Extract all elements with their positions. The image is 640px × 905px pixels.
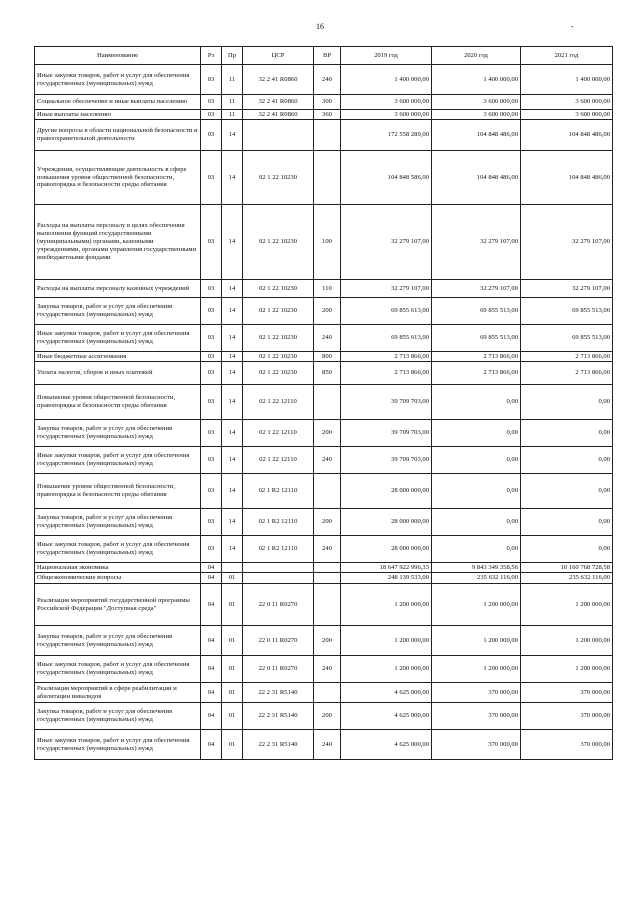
row-2019: 69 855 613,00 (341, 298, 432, 325)
row-pr: 01 (222, 626, 243, 656)
row-2020: 3 600 000,00 (432, 110, 521, 120)
row-2021: 0,00 (521, 385, 613, 420)
row-2019: 39 709 703,00 (341, 420, 432, 447)
row-name: Повышение уровня общественной безопасности, правопорядка и безопасности среды обитания (35, 474, 201, 509)
row-2021: 0,00 (521, 420, 613, 447)
row-name: Расходы на выплаты персоналу в целях обеспечения выполнения функций государственными (муниципальными) органами, казенными учреждениями, органами управления государственными внебюджетными фондами (35, 205, 201, 280)
row-2020: 0,00 (432, 447, 521, 474)
row-rz: 03 (201, 120, 222, 151)
row-2019: 104 848 586,00 (341, 151, 432, 205)
row-name: Общеэкономические вопросы (35, 573, 201, 584)
row-vr: 100 (314, 205, 341, 280)
table-row (35, 573, 613, 584)
row-csr: 02 1 22 10230 (243, 205, 314, 280)
table-row (35, 656, 613, 683)
budget-table (34, 46, 613, 760)
header-name: Наименование (35, 47, 201, 65)
header-pr: Пр (222, 47, 243, 65)
row-2019: 18 647 922 996,33 (341, 563, 432, 573)
row-rz: 04 (201, 656, 222, 683)
row-name: Реализация мероприятий в сфере реабилитации и абилитации инвалидов (35, 683, 201, 703)
row-rz: 03 (201, 420, 222, 447)
row-pr (222, 563, 243, 573)
row-pr: 01 (222, 730, 243, 760)
row-rz: 03 (201, 280, 222, 298)
table-row (35, 385, 613, 420)
row-csr: 22 0 11 R0270 (243, 656, 314, 683)
row-2021: 3 600 000,00 (521, 95, 613, 110)
row-pr: 14 (222, 385, 243, 420)
row-2019: 3 600 000,00 (341, 110, 432, 120)
row-csr: 02 1 22 12110 (243, 385, 314, 420)
row-name: Закупка товаров, работ и услуг для обеспечения государственных (муниципальных) нужд (35, 298, 201, 325)
row-2021: 2 713 866,00 (521, 362, 613, 385)
row-name: Закупка товаров, работ и услуг для обеспечения государственных (муниципальных) нужд (35, 509, 201, 536)
table-row (35, 110, 613, 120)
row-csr: 22 0 11 R0270 (243, 584, 314, 626)
row-2021: 1 200 000,00 (521, 626, 613, 656)
row-csr: 02 1 22 10230 (243, 352, 314, 362)
row-rz: 03 (201, 362, 222, 385)
table-row (35, 151, 613, 205)
row-2021: 370 000,00 (521, 703, 613, 730)
table-row (35, 447, 613, 474)
row-pr: 01 (222, 584, 243, 626)
row-2020: 3 600 000,00 (432, 95, 521, 110)
row-pr: 11 (222, 65, 243, 95)
row-rz: 04 (201, 563, 222, 573)
row-name: Расходы на выплаты персоналу казенных учреждений (35, 280, 201, 298)
row-2021: 32 279 107,00 (521, 280, 613, 298)
header-2021: 2021 год (521, 47, 613, 65)
table-row (35, 325, 613, 352)
row-vr: 200 (314, 626, 341, 656)
row-name: Закупка товаров, работ и услуг для обеспечения государственных (муниципальных) нужд (35, 703, 201, 730)
row-2020: 0,00 (432, 474, 521, 509)
row-2019: 39 709 703,00 (341, 447, 432, 474)
row-2020: 2 713 866,00 (432, 362, 521, 385)
row-name: Иные закупки товаров, работ и услуг для обеспечения государственных (муниципальных) нужд (35, 730, 201, 760)
row-2021: 10 160 768 728,58 (521, 563, 613, 573)
row-2020: 1 200 000,00 (432, 626, 521, 656)
row-pr: 14 (222, 280, 243, 298)
row-name: Иные закупки товаров, работ и услуг для обеспечения государственных (муниципальных) нужд (35, 325, 201, 352)
row-vr: 200 (314, 703, 341, 730)
row-vr (314, 683, 341, 703)
row-vr: 110 (314, 280, 341, 298)
table-row (35, 584, 613, 626)
row-rz: 03 (201, 385, 222, 420)
row-2019: 32 279 107,00 (341, 205, 432, 280)
row-2019: 248 139 533,00 (341, 573, 432, 584)
row-2020: 2 713 866,00 (432, 352, 521, 362)
row-rz: 03 (201, 474, 222, 509)
row-pr: 14 (222, 420, 243, 447)
row-vr (314, 120, 341, 151)
row-2020: 104 848 486,00 (432, 120, 521, 151)
row-csr: 02 1 22 10230 (243, 280, 314, 298)
table-row (35, 95, 613, 110)
row-vr (314, 385, 341, 420)
row-2021: 104 848 486,00 (521, 151, 613, 205)
row-rz: 03 (201, 110, 222, 120)
row-2019: 3 600 000,00 (341, 95, 432, 110)
row-2021: 1 200 000,00 (521, 656, 613, 683)
row-pr: 14 (222, 509, 243, 536)
row-2020: 1 200 000,00 (432, 656, 521, 683)
row-vr (314, 573, 341, 584)
row-2019: 28 000 000,00 (341, 509, 432, 536)
row-2020: 370 000,00 (432, 730, 521, 760)
row-name: Иные закупки товаров, работ и услуг для обеспечения государственных (муниципальных) нужд (35, 65, 201, 95)
table-row (35, 298, 613, 325)
row-vr: 800 (314, 352, 341, 362)
row-2019: 39 709 703,00 (341, 385, 432, 420)
row-csr: 02 1 R2 12110 (243, 509, 314, 536)
header-vr: ВР (314, 47, 341, 65)
row-rz: 03 (201, 205, 222, 280)
row-rz: 03 (201, 509, 222, 536)
row-2020: 1 200 000,00 (432, 584, 521, 626)
row-2020: 69 855 513,00 (432, 325, 521, 352)
table-body (35, 65, 613, 760)
row-rz: 03 (201, 352, 222, 362)
table-row (35, 280, 613, 298)
row-2020: 0,00 (432, 420, 521, 447)
table-row (35, 205, 613, 280)
row-name: Повышение уровня общественной безопасности, правопорядка и безопасности среды обитания (35, 385, 201, 420)
table-header (35, 47, 613, 65)
row-2020: 32 279 107,00 (432, 280, 521, 298)
row-name: Иные закупки товаров, работ и услуг для обеспечения государственных (муниципальных) нужд (35, 447, 201, 474)
row-pr: 14 (222, 362, 243, 385)
row-pr: 11 (222, 95, 243, 110)
row-rz: 04 (201, 584, 222, 626)
table-row (35, 352, 613, 362)
row-vr: 360 (314, 110, 341, 120)
row-2019: 1 400 000,00 (341, 65, 432, 95)
row-rz: 03 (201, 447, 222, 474)
row-vr: 850 (314, 362, 341, 385)
row-2020: 235 632 116,00 (432, 573, 521, 584)
row-2021: 69 855 513,00 (521, 325, 613, 352)
row-vr: 240 (314, 447, 341, 474)
row-pr: 14 (222, 536, 243, 563)
table-row (35, 474, 613, 509)
row-name: Другие вопросы в области национальной безопасности и правоохранительной деятельности (35, 120, 201, 151)
row-rz: 04 (201, 626, 222, 656)
table-row (35, 683, 613, 703)
row-2019: 172 558 289,00 (341, 120, 432, 151)
row-vr (314, 584, 341, 626)
row-2021: 370 000,00 (521, 730, 613, 760)
row-2019: 2 713 866,00 (341, 352, 432, 362)
row-name: Социальное обеспечение и иные выплаты населению (35, 95, 201, 110)
row-pr: 11 (222, 110, 243, 120)
row-2020: 0,00 (432, 385, 521, 420)
row-rz: 04 (201, 730, 222, 760)
row-2021: 1 400 000,00 (521, 65, 613, 95)
row-name: Национальная экономика (35, 563, 201, 573)
row-csr: 32 2 41 R0860 (243, 95, 314, 110)
row-2021: 69 855 513,00 (521, 298, 613, 325)
row-2021: 3 600 000,00 (521, 110, 613, 120)
row-2021: 235 632 116,00 (521, 573, 613, 584)
row-csr: 02 1 22 12110 (243, 420, 314, 447)
table-row (35, 509, 613, 536)
row-2021: 370 000,00 (521, 683, 613, 703)
row-pr: 01 (222, 683, 243, 703)
row-csr: 22 2 31 R5140 (243, 703, 314, 730)
table-row (35, 65, 613, 95)
row-2019: 1 200 000,00 (341, 626, 432, 656)
row-rz: 03 (201, 536, 222, 563)
table-row (35, 120, 613, 151)
row-2019: 28 000 000,00 (341, 474, 432, 509)
row-rz: 03 (201, 65, 222, 95)
row-pr: 14 (222, 352, 243, 362)
row-vr (314, 151, 341, 205)
row-name: Иные выплаты населению (35, 110, 201, 120)
row-pr: 14 (222, 120, 243, 151)
row-pr: 01 (222, 573, 243, 584)
row-2020: 104 848 486,00 (432, 151, 521, 205)
row-vr: 200 (314, 509, 341, 536)
row-rz: 03 (201, 95, 222, 110)
row-name: Иные закупки товаров, работ и услуг для обеспечения государственных (муниципальных) нужд (35, 656, 201, 683)
row-name: Уплата налогов, сборов и иных платежей (35, 362, 201, 385)
row-csr: 02 1 R2 12110 (243, 474, 314, 509)
row-2020: 370 000,00 (432, 703, 521, 730)
row-csr: 02 1 22 10230 (243, 151, 314, 205)
row-vr: 240 (314, 730, 341, 760)
row-2020: 0,00 (432, 536, 521, 563)
row-rz: 04 (201, 703, 222, 730)
row-vr (314, 474, 341, 509)
row-2019: 4 625 000,00 (341, 683, 432, 703)
row-vr (314, 563, 341, 573)
table-row (35, 730, 613, 760)
row-2019: 28 000 000,00 (341, 536, 432, 563)
row-2021: 2 713 866,00 (521, 352, 613, 362)
row-csr (243, 573, 314, 584)
table-row (35, 420, 613, 447)
row-name: Учреждения, осуществляющие деятельность в сфере повышения уровня общественной безопасности, правопорядка и безопасности среды обитания (35, 151, 201, 205)
row-2020: 1 400 000,00 (432, 65, 521, 95)
row-csr (243, 563, 314, 573)
row-rz: 04 (201, 683, 222, 703)
row-pr: 14 (222, 205, 243, 280)
row-name: Закупка товаров, работ и услуг для обеспечения государственных (муниципальных) нужд (35, 626, 201, 656)
page-number: 16 (316, 22, 324, 31)
row-2019: 32 279 107,00 (341, 280, 432, 298)
row-rz: 04 (201, 573, 222, 584)
row-name: Иные бюджетные ассигнования (35, 352, 201, 362)
row-2021: 1 200 000,00 (521, 584, 613, 626)
row-csr (243, 120, 314, 151)
row-name: Закупка товаров, работ и услуг для обеспечения государственных (муниципальных) нужд (35, 420, 201, 447)
row-csr: 32 2 41 R0860 (243, 65, 314, 95)
row-2019: 2 713 866,00 (341, 362, 432, 385)
row-pr: 14 (222, 298, 243, 325)
row-2019: 4 625 000,00 (341, 703, 432, 730)
row-csr: 02 1 22 10230 (243, 362, 314, 385)
row-2020: 69 855 513,00 (432, 298, 521, 325)
row-pr: 14 (222, 151, 243, 205)
row-pr: 14 (222, 325, 243, 352)
row-2020: 370 000,00 (432, 683, 521, 703)
row-vr: 200 (314, 298, 341, 325)
table-row (35, 703, 613, 730)
row-vr: 240 (314, 536, 341, 563)
row-2019: 1 200 000,00 (341, 584, 432, 626)
row-2020: 32 279 107,00 (432, 205, 521, 280)
row-2021: 32 279 107,00 (521, 205, 613, 280)
table-row (35, 626, 613, 656)
row-csr: 02 1 22 10230 (243, 298, 314, 325)
row-vr: 240 (314, 325, 341, 352)
row-name: Иные закупки товаров, работ и услуг для обеспечения государственных (муниципальных) нужд (35, 536, 201, 563)
header-2019: 2019 год (341, 47, 432, 65)
table-row (35, 362, 613, 385)
row-csr: 02 1 R2 12110 (243, 536, 314, 563)
row-csr: 22 2 31 R5140 (243, 683, 314, 703)
table-row (35, 536, 613, 563)
row-csr: 02 1 22 10230 (243, 325, 314, 352)
row-rz: 03 (201, 298, 222, 325)
row-rz: 03 (201, 151, 222, 205)
row-csr: 22 2 31 R5140 (243, 730, 314, 760)
row-rz: 03 (201, 325, 222, 352)
header-csr: ЦСР (243, 47, 314, 65)
row-2021: 0,00 (521, 536, 613, 563)
row-pr: 01 (222, 703, 243, 730)
row-pr: 01 (222, 656, 243, 683)
row-csr: 02 1 22 12110 (243, 447, 314, 474)
row-vr: 300 (314, 95, 341, 110)
row-csr: 22 0 11 R0270 (243, 626, 314, 656)
corner-mark: - (571, 22, 574, 31)
row-vr: 200 (314, 420, 341, 447)
row-pr: 14 (222, 474, 243, 509)
row-vr: 240 (314, 65, 341, 95)
header-2020: 2020 год (432, 47, 521, 65)
header-rz: Рз (201, 47, 222, 65)
row-2019: 4 625 000,00 (341, 730, 432, 760)
row-name: Реализация мероприятий государственной программы Российской Федерации "Доступная среда" (35, 584, 201, 626)
row-2021: 0,00 (521, 447, 613, 474)
row-vr: 240 (314, 656, 341, 683)
table-row (35, 563, 613, 573)
row-2020: 9 843 349 358,56 (432, 563, 521, 573)
row-2021: 0,00 (521, 509, 613, 536)
row-2021: 104 848 486,00 (521, 120, 613, 151)
row-2019: 1 200 000,00 (341, 656, 432, 683)
row-2021: 0,00 (521, 474, 613, 509)
row-2019: 69 855 613,00 (341, 325, 432, 352)
row-pr: 14 (222, 447, 243, 474)
row-2020: 0,00 (432, 509, 521, 536)
row-csr: 32 2 41 R0860 (243, 110, 314, 120)
